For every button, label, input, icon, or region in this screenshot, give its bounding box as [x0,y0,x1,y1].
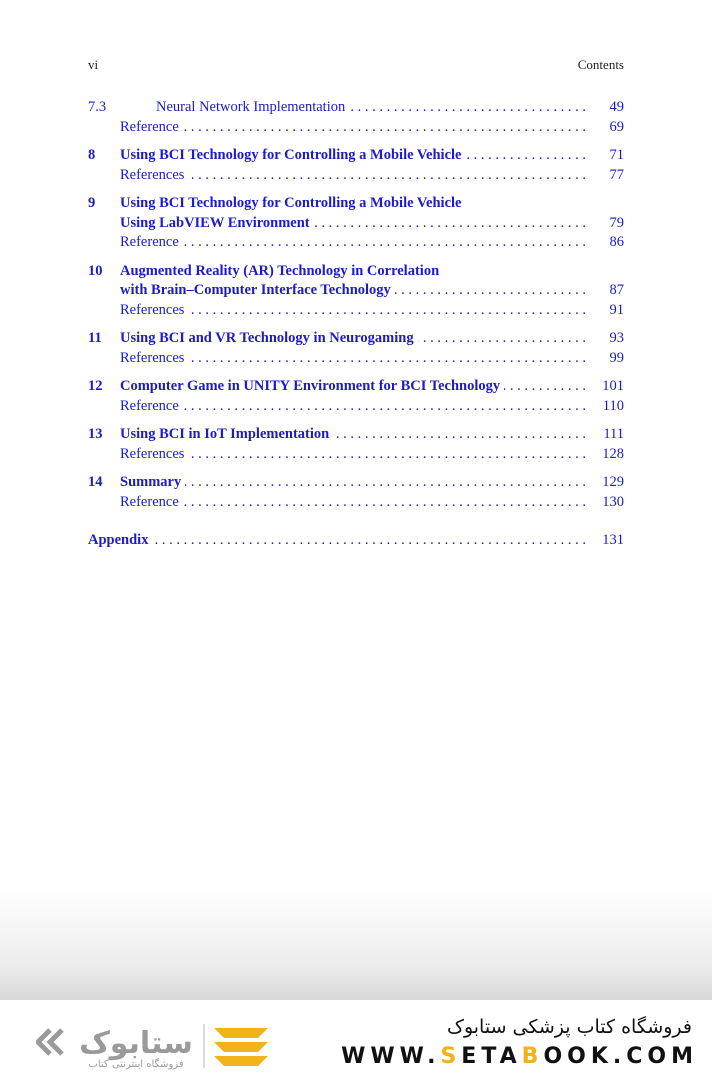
toc-page-number: 93 [609,330,624,346]
toc-title: Reference [120,234,183,250]
toc-title: References [120,446,188,462]
toc-number: 10 [88,262,103,279]
toc-title: Using BCI Technology for Controlling a Mobile Vehicle [120,195,465,211]
toc-title: References [120,167,188,183]
toc-page-number: 128 [602,445,624,462]
toc-title: Appendix [88,532,152,548]
toc-entry-row[interactable] [88,214,624,234]
toc-entry-row[interactable] [88,377,624,397]
toc-reference-row[interactable] [88,397,624,417]
toc-reference-row[interactable] [88,118,624,138]
toc-page-number: 49 [609,99,624,115]
logo-chevron-icon [50,1030,62,1054]
toc-page-number: 91 [609,301,624,318]
toc-title: Using BCI in IoT Implementation [120,426,333,442]
toc-title: Computer Game in UNITY Environment for BCI Technology [120,378,504,394]
toc-reference-row[interactable] [88,166,624,186]
toc-entry-row[interactable] [88,473,624,493]
toc-page-number: 77 [609,166,624,183]
toc-appendix-row[interactable] [88,531,624,551]
toc-entry-row[interactable] [88,329,624,349]
store-website[interactable]: WWW.SETABOOK.COM [341,1044,698,1069]
toc-page-number: 86 [609,234,624,250]
toc-page-number: 129 [602,474,624,490]
store-name: فروشگاه کتاب پزشکی ستابوک [446,1016,692,1038]
toc-page-number: 71 [609,147,624,163]
toc-entry-row[interactable] [88,146,624,166]
toc-title: Reference [120,494,183,510]
toc-number: 9 [88,195,96,211]
toc-number: 7.3 [88,99,107,115]
toc-page-number: 110 [602,397,624,414]
toc-number: 13 [88,426,103,442]
toc-page-number: 87 [609,282,624,298]
toc-number: 14 [88,474,103,490]
table-of-contents [88,98,624,551]
toc-title: Using BCI Technology for Controlling a Mobile Vehicle [120,147,465,163]
book-stack-icon [214,1028,268,1066]
toc-title: Augmented Reality (AR) Technology in Correlation [120,263,443,279]
toc-reference-row[interactable] [88,493,624,513]
toc-number: 12 [88,378,103,394]
toc-title: References [120,302,188,318]
toc-page-number: 130 [602,493,624,510]
toc-title: with Brain–Computer Interface Technology [120,282,395,298]
logo-wordmark: ستابوک [79,1026,193,1061]
toc-page-number: 69 [609,118,624,135]
toc-number: 8 [88,147,96,163]
toc-page-number: 101 [602,378,624,394]
toc-page-number: 99 [609,349,624,366]
toc-title: Using BCI and VR Technology in Neurogaming [120,330,418,346]
toc-reference-row[interactable] [88,349,624,369]
toc-title: Reference [120,398,183,414]
toc-entry-row[interactable] [88,194,624,214]
page-shadow [0,890,712,1000]
toc-reference-row[interactable] [88,233,624,253]
page-number-label: vi [88,57,99,72]
toc-entry-row[interactable] [88,262,624,282]
toc-title: Neural Network Implementation [156,99,349,115]
toc-page-number: 79 [609,214,624,231]
setabook-logo [36,1018,276,1070]
toc-entry-row[interactable] [88,281,624,301]
toc-entry-row[interactable] [88,98,624,118]
toc-title: Summary [120,474,185,490]
toc-entry-row[interactable] [88,425,624,445]
toc-reference-row[interactable] [88,301,624,321]
toc-reference-row[interactable] [88,445,624,465]
toc-title: Using LabVIEW Environment [120,215,314,231]
running-header: Contents [577,57,624,72]
logo-tagline: فروشگاه اینترنتی کتاب [88,1059,184,1070]
toc-title: References [120,350,188,366]
toc-number: 11 [88,330,102,346]
toc-page-number: 131 [602,532,624,548]
toc-page-number: 111 [603,426,624,442]
toc-title: Reference [120,119,183,135]
